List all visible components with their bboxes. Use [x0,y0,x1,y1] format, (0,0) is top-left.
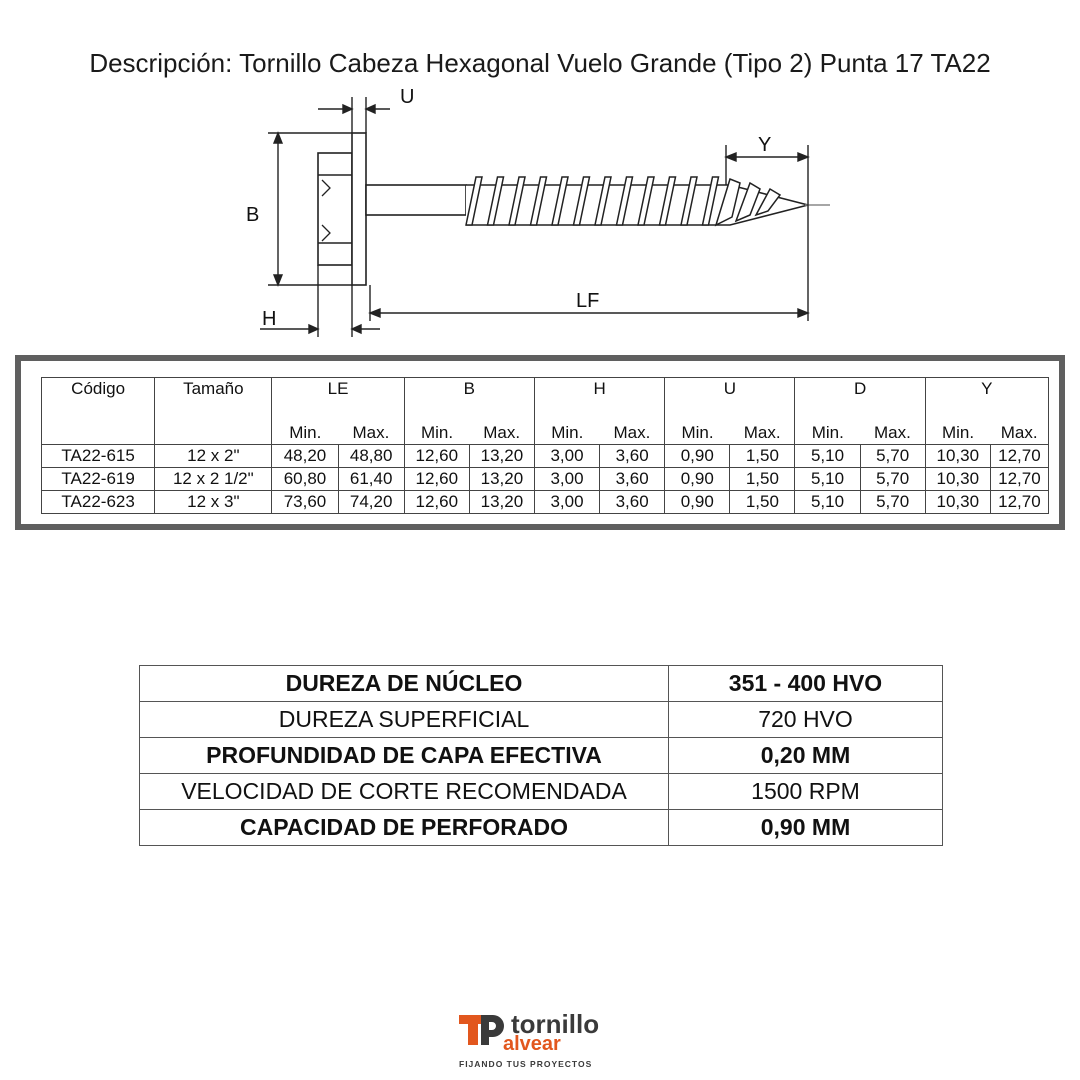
dim-label-y: Y [758,134,772,156]
cell-value: 0,90 [665,468,730,491]
property-label: DUREZA DE NÚCLEO [140,666,669,702]
cell-value: 12,70 [990,468,1048,491]
logo-tagline: FIJANDO TUS PROYECTOS [459,1059,593,1069]
cell-value: 5,70 [860,468,925,491]
property-label: DUREZA SUPERFICIAL [140,702,669,738]
spec-table-frame [15,355,1065,530]
property-value: 720 HVO [669,702,943,738]
cell-value: 73,60 [272,491,338,514]
cell-codigo: TA22-623 [42,491,155,514]
property-value: 351 - 400 HVO [669,666,943,702]
cell-tamano: 12 x 2" [155,445,272,468]
header-le: LE [272,378,404,423]
cell-value: 13,20 [469,491,534,514]
dim-label-b: B [246,204,260,226]
dim-label-u: U [400,86,415,108]
dim-label-h: H [262,308,277,330]
cell-value: 12,70 [990,445,1048,468]
dimensions-table [41,377,1049,514]
header-tamano: Tamaño [155,378,272,423]
logo-line2: alvear [503,1033,561,1055]
cell-value: 5,10 [795,468,860,491]
cell-value: 5,10 [795,491,860,514]
cell-value: 3,00 [534,468,599,491]
property-label: CAPACIDAD DE PERFORADO [140,810,669,846]
header-u: U [665,378,795,423]
cell-value: 1,50 [730,468,795,491]
property-row [140,810,943,846]
property-row [140,702,943,738]
header-min: Min. [925,422,990,445]
tornillo-alvear-logo [455,1005,625,1075]
cell-value: 3,60 [600,491,665,514]
table-row [42,491,1049,514]
header-codigo: Código [42,378,155,423]
property-label: PROFUNDIDAD DE CAPA EFECTIVA [140,738,669,774]
property-value: 1500 RPM [669,774,943,810]
cell-value: 13,20 [469,468,534,491]
cell-value: 10,30 [925,445,990,468]
property-value: 0,20 MM [669,738,943,774]
cell-value: 61,40 [338,468,404,491]
cell-value: 12,60 [404,445,469,468]
header-min: Min. [665,422,730,445]
cell-value: 5,70 [860,491,925,514]
cell-value: 1,50 [730,491,795,514]
cell-value: 48,80 [338,445,404,468]
properties-table [139,665,943,846]
cell-value: 5,10 [795,445,860,468]
cell-value: 74,20 [338,491,404,514]
screw-diagram [240,85,840,345]
cell-value: 60,80 [272,468,338,491]
cell-codigo: TA22-619 [42,468,155,491]
table-row [42,445,1049,468]
property-row [140,774,943,810]
cell-value: 13,20 [469,445,534,468]
cell-tamano: 12 x 3" [155,491,272,514]
header-blank [42,422,155,445]
header-max: Max. [600,422,665,445]
property-label: VELOCIDAD DE CORTE RECOMENDADA [140,774,669,810]
logo-mark [459,1015,504,1045]
cell-value: 3,00 [534,445,599,468]
header-d: D [795,378,925,423]
cell-value: 3,60 [600,468,665,491]
header-max: Max. [990,422,1048,445]
header-min: Min. [795,422,860,445]
cell-value: 3,00 [534,491,599,514]
dim-label-lf: LF [576,290,600,312]
header-y: Y [925,378,1048,423]
property-value: 0,90 MM [669,810,943,846]
cell-value: 12,60 [404,468,469,491]
cell-value: 0,90 [665,491,730,514]
header-max: Max. [730,422,795,445]
property-row [140,666,943,702]
cell-value: 3,60 [600,445,665,468]
header-max: Max. [469,422,534,445]
table-row [42,468,1049,491]
cell-value: 1,50 [730,445,795,468]
header-min: Min. [404,422,469,445]
cell-value: 10,30 [925,468,990,491]
cell-codigo: TA22-615 [42,445,155,468]
cell-value: 12,70 [990,491,1048,514]
property-row [140,738,943,774]
header-min: Min. [534,422,599,445]
cell-value: 5,70 [860,445,925,468]
header-blank [155,422,272,445]
page-title: Descripción: Tornillo Cabeza Hexagonal Vuelo Grande (Tipo 2) Punta 17 TA22 [89,48,991,78]
header-h: H [534,378,664,423]
logo-line1: tornillo [511,1009,600,1039]
header-min: Min. [272,422,338,445]
header-max: Max. [860,422,925,445]
cell-tamano: 12 x 2 1/2" [155,468,272,491]
header-b: B [404,378,534,423]
cell-value: 48,20 [272,445,338,468]
header-max: Max. [338,422,404,445]
cell-value: 12,60 [404,491,469,514]
cell-value: 0,90 [665,445,730,468]
cell-value: 10,30 [925,491,990,514]
